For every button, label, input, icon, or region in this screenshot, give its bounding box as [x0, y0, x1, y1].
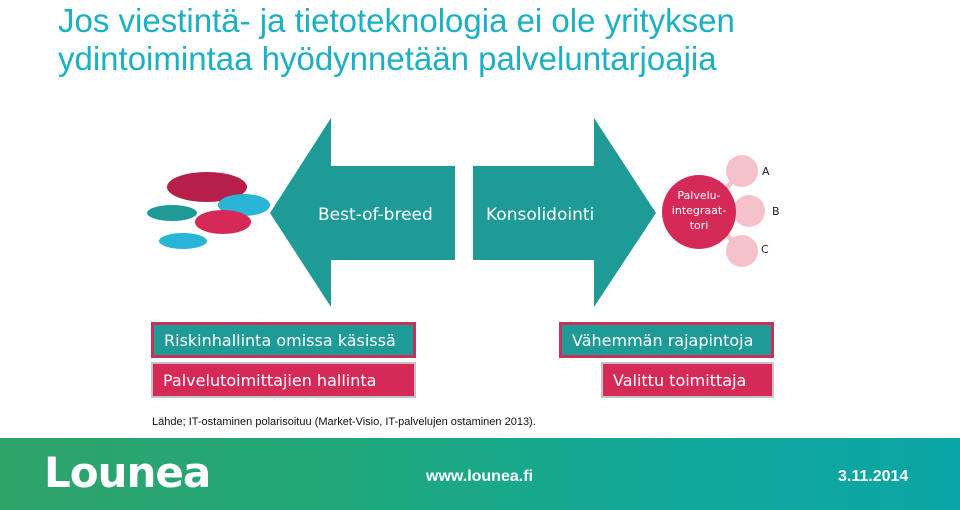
left-arrow-label: Best-of-breed: [318, 205, 433, 225]
integrator-group: [662, 155, 780, 267]
cluster-ellipse-red: [195, 210, 251, 234]
box-fewer-interfaces: Vähemmän rajapintoja: [559, 322, 774, 358]
box-selected-supplier: Valittu toimittaja: [601, 362, 774, 398]
box-supplier-management: Palvelutoimittajien hallinta: [151, 362, 416, 398]
cluster-ellipse-cyan-small: [159, 233, 207, 249]
cluster-ellipse-teal: [147, 205, 197, 221]
provider-c-circle: [726, 235, 758, 267]
integrator-label-3: tori: [689, 219, 709, 232]
provider-c-label: C: [761, 243, 769, 256]
provider-b-circle: [733, 195, 765, 227]
footer-url: www.lounea.fi: [426, 468, 533, 485]
slide-title-line-1: Jos viestintä- ja tietoteknologia ei ole yrityksen: [58, 2, 735, 39]
source-note: Lähde; IT-ostaminen polarisoituu (Market-Visio, IT-palvelujen ostaminen 2013).: [152, 416, 536, 428]
footer: [0, 438, 960, 510]
lounea-logo: Lounea: [44, 448, 211, 497]
slide-title-line-2: ydintoimintaa hyödynnetään palveluntarjoajia: [58, 40, 717, 77]
footer-date: 3.11.2014: [838, 468, 909, 485]
best-of-breed-cluster: [147, 172, 270, 249]
right-arrow-label: Konsolidointi: [486, 205, 595, 225]
integrator-label-1: Palvelu-: [677, 189, 721, 202]
integrator-label-2: integraat-: [671, 204, 727, 217]
provider-a-label: A: [762, 165, 770, 178]
provider-a-circle: [726, 155, 758, 187]
box-risk-management: Riskinhallinta omissa käsissä: [151, 322, 416, 358]
provider-b-label: B: [772, 205, 780, 218]
